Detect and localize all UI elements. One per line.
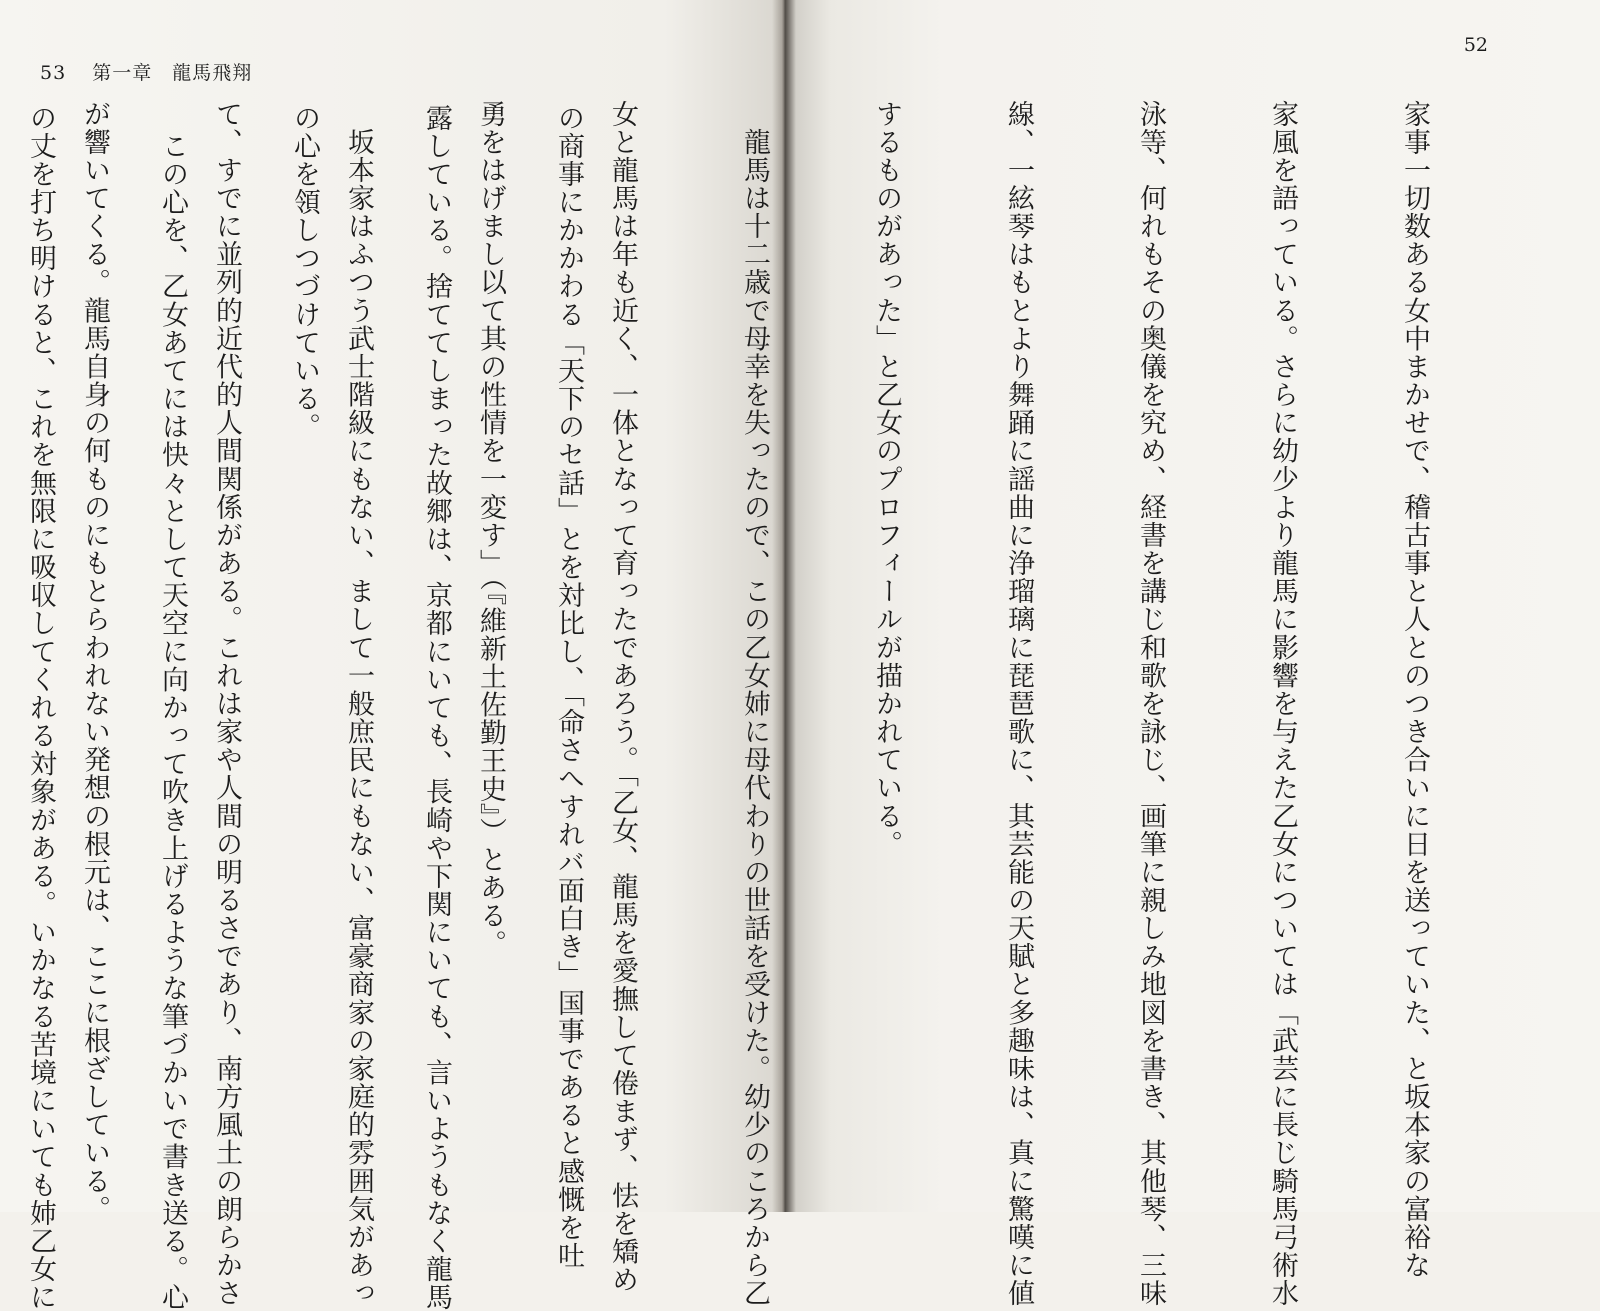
running-head xyxy=(40,58,252,85)
text-line: 露している。捨ててしまった故郷は、京都にいても、長崎や下関にいても、言いようもなく龍馬 xyxy=(421,104,452,1311)
text-line: 龍馬は十二歳で母幸を失ったので、この乙女姉に母代わりの世話を受けた。幼少のころから乙 xyxy=(739,100,770,1308)
book-gutter xyxy=(772,0,796,1212)
text-line: て、すでに並列的近代的人間関係がある。これは家や人間の明るさであり、南方風土の朗らかさ xyxy=(211,100,242,1308)
chapter-title: 第一章 龍馬飛翔 xyxy=(92,62,253,84)
page-number-right: 52 xyxy=(1463,34,1488,56)
text-line: が響いてくる。龍馬自身の何ものにもとらわれない発想の根元は、ここに根ざしている。 xyxy=(79,100,110,1224)
text-line: 女と龍馬は年も近く、一体となって育ったであろう。「乙女、龍馬を愛撫して倦まず、怯を矯め xyxy=(607,100,638,1294)
page-number-left: 53 xyxy=(40,62,67,84)
text-line: 坂本家はふつう武士階級にもない、まして一般庶民にもない、富豪商家の家庭的雰囲気があっ xyxy=(343,100,374,1308)
text-line: この心を、乙女あてには快々として天空に向かって吹き上げるような筆づかいで書き送る。心 xyxy=(157,104,188,1311)
text-line: 家事一切数ある女中まかせで、稽古事と人とのつき合いに日を送っていた、と坂本家の富裕な xyxy=(1399,100,1430,1280)
text-line: の商事にかかわる「天下のセ話」とを対比し、「命さへすれバ面白き」国事であると感慨を吐 xyxy=(553,104,584,1270)
text-line: の丈を打ち明けると、これを無限に吸収してくれる対象がある。いかなる苦境にいても姉乙女に xyxy=(25,104,56,1311)
text-line: 泳等、何れもその奥儀を究め、経書を講じ和歌を詠じ、画筆に親しみ地図を書き、其他琴、三味 xyxy=(1135,100,1166,1308)
text-line: 家風を語っている。さらに幼少より龍馬に影響を与えた乙女については「武芸に長じ騎馬弓術水 xyxy=(1267,100,1298,1308)
text-line: 線、一絃琴はもとより舞踊に謡曲に浄瑠璃に琵琶歌に、其芸能の天賦と多趣味は、真に驚嘆に値 xyxy=(1003,100,1034,1308)
text-line: の心を領しつづけている。 xyxy=(289,104,320,441)
text-line: するものがあった」と乙女のプロフィールが描かれている。 xyxy=(871,100,902,859)
text-line: 勇をはげまし以て其の性情を一変す」（『維新土佐勤王史』）とある。 xyxy=(475,100,506,959)
